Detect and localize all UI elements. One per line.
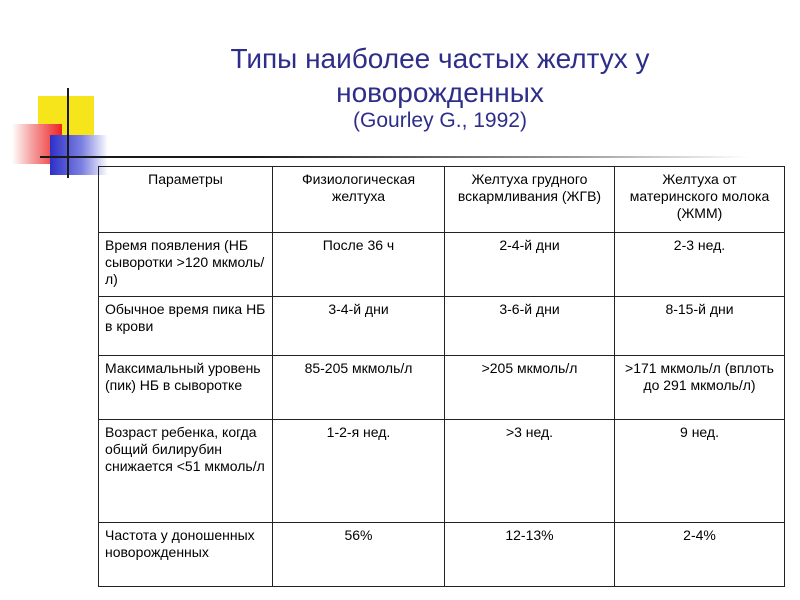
jaundice-comparison-table [98,166,785,587]
decor-vertical-line [67,88,69,178]
cell-value: 1-2-я нед. [273,420,445,523]
row-label: Время появления (НБ сыворотки >120 мкмоль/л) [99,233,273,297]
row-label: Частота у доношенных новорожденных [99,523,273,587]
cell-value: 2-4% [615,523,785,587]
header-breastfeeding: Желтуха грудного вскармливания (ЖГВ) [445,167,615,233]
cell-value: 2-4-й дни [445,233,615,297]
cell-value: 2-3 нед. [615,233,785,297]
cell-value: 12-13% [445,523,615,587]
table-row [99,523,785,587]
table-row [99,420,785,523]
cell-value: >171 мкмоль/л (вплоть до 291 мкмоль/л) [615,356,785,420]
table-row [99,233,785,297]
cell-value: После 36 ч [273,233,445,297]
header-physiological: Физиологическая желтуха [273,167,445,233]
cell-value: 3-4-й дни [273,297,445,356]
table-header-row [99,167,785,233]
cell-value: 56% [273,523,445,587]
row-label: Максимальный уровень (пик) НБ в сыворотке [99,356,273,420]
cell-value: 8-15-й дни [615,297,785,356]
cell-value: 3-6-й дни [445,297,615,356]
decor-horizontal-line [40,156,750,158]
row-label: Обычное время пика НБ в крови [99,297,273,356]
cell-value: >205 мкмоль/л [445,356,615,420]
table-row [99,297,785,356]
cell-value: 85-205 мкмоль/л [273,356,445,420]
table-row [99,356,785,420]
slide-subtitle-citation: (Gourley G., 1992) [353,109,527,132]
cell-value: >3 нед. [445,420,615,523]
header-breastmilk: Желтуха от материнского молока (ЖММ) [615,167,785,233]
slide-title-line1: Типы наиболее частых желтух у [230,43,650,74]
header-parameters: Параметры [99,167,273,233]
slide-title-line2: новорожденных [336,77,544,108]
row-label: Возраст ребенка, когда общий билирубин снижается <51 мкмоль/л [99,420,273,523]
cell-value: 9 нед. [615,420,785,523]
